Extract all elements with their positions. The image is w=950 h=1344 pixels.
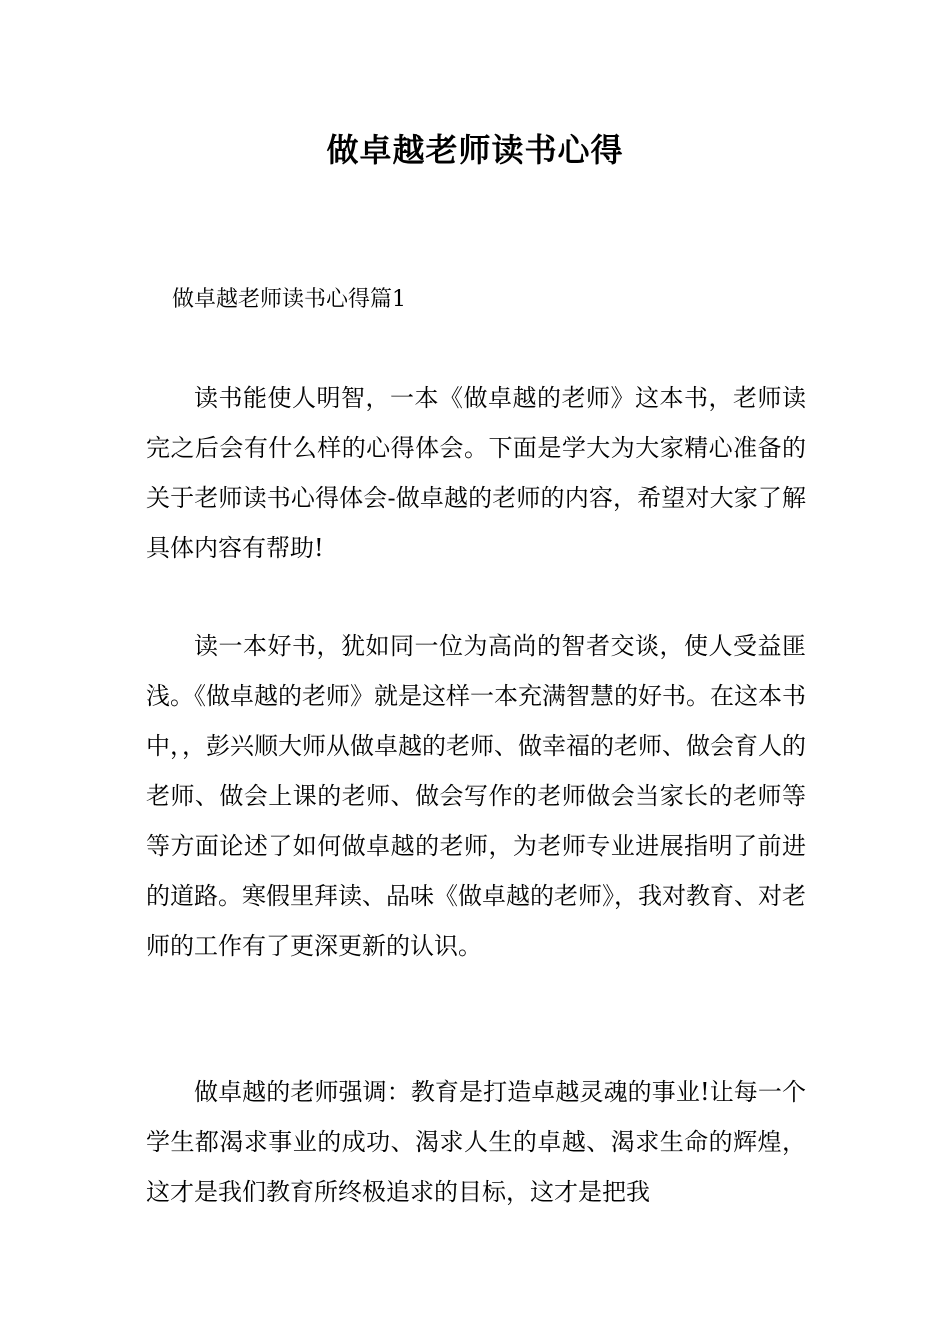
paragraph-book-summary: 读一本好书，犹如同一位为高尚的智者交谈，使人受益匪浅。《做卓越的老师》就是这样一本充满智慧的好书。在这本书中，，彭兴顺大师从做卓越的老师、做幸福的老师、做会育人的老师、做会上课的老师、做会写作的老师做会当家长的老师等等方面论述了如何做卓越的老师，为老师专业进展指明了前进的道路。寒假里拜读、品味《做卓越的老师》，我对教育、对老师的工作有了更深更新的认识。 bbox=[146, 632, 806, 960]
document-title: 做卓越老师读书心得 bbox=[326, 131, 624, 169]
section-heading: 做卓越老师读书心得篇1 bbox=[172, 287, 406, 312]
paragraph-education-goal: 做卓越的老师强调：教育是打造卓越灵魂的事业!让每一个学生都渴求事业的成功、渴求人生的卓越、渴求生命的辉煌，这才是我们教育所终极追求的目标，这才是把我 bbox=[146, 1078, 806, 1206]
paragraph-intro: 读书能使人明智，一本《做卓越的老师》这本书，老师读完之后会有什么样的心得体会。下面是学大为大家精心准备的关于老师读书心得体会-做卓越的老师的内容，希望对大家了解具体内容有帮助! bbox=[146, 384, 806, 562]
